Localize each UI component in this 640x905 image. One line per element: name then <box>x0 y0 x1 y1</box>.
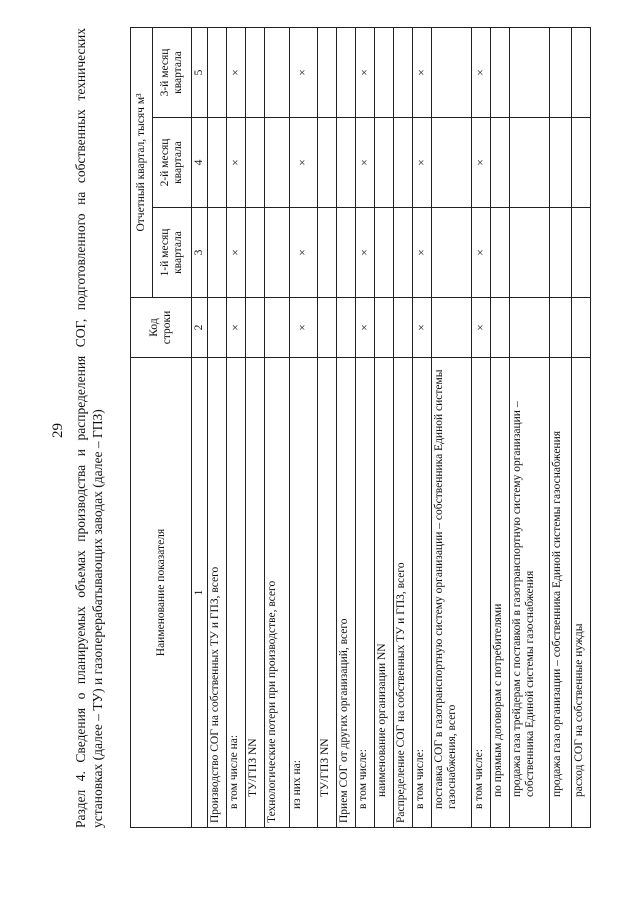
row-month1 <box>318 208 337 298</box>
row-code <box>246 298 265 358</box>
row-month2: × <box>413 118 432 208</box>
row-code <box>394 298 413 358</box>
row-month2: × <box>290 118 318 208</box>
rotated-page <box>40 28 625 868</box>
table-row <box>550 27 572 827</box>
row-label: в том числе на: <box>227 358 246 828</box>
row-month1 <box>394 208 413 298</box>
row-month3 <box>265 27 290 117</box>
row-month2 <box>246 118 265 208</box>
row-code: × <box>227 298 246 358</box>
row-month3 <box>572 27 591 117</box>
row-label: Технологические потери при производстве, всего <box>265 358 290 828</box>
colnum-4: 4 <box>192 118 208 208</box>
row-label: ТУ/ГПЗ NN <box>318 358 337 828</box>
row-month3 <box>208 27 227 117</box>
row-month1 <box>337 208 356 298</box>
row-month1 <box>208 208 227 298</box>
row-label: по прямым договорам с потребителями <box>491 358 510 828</box>
table-row <box>246 27 265 827</box>
row-code <box>265 298 290 358</box>
table-row <box>227 27 246 827</box>
row-label: Распределение СОГ на собственных ТУ и ГПЗ, всего <box>394 358 413 828</box>
row-code <box>491 298 510 358</box>
table-row <box>491 27 510 827</box>
header-code: Код строки <box>131 298 192 358</box>
row-code <box>337 298 356 358</box>
row-month2 <box>572 118 591 208</box>
row-code <box>550 298 572 358</box>
row-label: из них на: <box>290 358 318 828</box>
page-number: 29 <box>50 423 66 438</box>
row-label: продажа газа организации – собственника Единой системы газоснабжения <box>550 358 572 828</box>
row-month1 <box>432 208 472 298</box>
table-row <box>318 27 337 827</box>
row-label: наименование организации NN <box>375 358 394 828</box>
colnum-1: 1 <box>192 358 208 828</box>
header-row <box>131 27 153 827</box>
header-month1: 1-й месяц квартала <box>152 208 191 298</box>
row-code: × <box>472 298 491 358</box>
table-row <box>265 27 290 827</box>
row-label: Производство СОГ на собственных ТУ и ГПЗ, всего <box>208 358 227 828</box>
row-code <box>432 298 472 358</box>
row-month2 <box>491 118 510 208</box>
colnum-3: 3 <box>192 208 208 298</box>
row-label: ТУ/ГПЗ NN <box>246 358 265 828</box>
row-label: в том числе: <box>356 358 375 828</box>
header-quarter: Отчетный квартал, тысяч м³ <box>131 27 153 297</box>
row-code <box>318 298 337 358</box>
row-label: продажа газа трейдерам с поставкой в газотранспортную систему организации – собственника Единой системы газоснабжения <box>510 358 550 828</box>
row-month3: × <box>227 27 246 117</box>
row-month1 <box>572 208 591 298</box>
table-row <box>413 27 432 827</box>
row-month2 <box>394 118 413 208</box>
row-month2 <box>510 118 550 208</box>
table-row <box>290 27 318 827</box>
row-month1 <box>491 208 510 298</box>
row-month2: × <box>472 118 491 208</box>
row-month1: × <box>356 208 375 298</box>
row-month1: × <box>290 208 318 298</box>
row-month2 <box>375 118 394 208</box>
row-month2 <box>208 118 227 208</box>
row-month3 <box>432 27 472 117</box>
row-month2 <box>265 118 290 208</box>
row-code <box>375 298 394 358</box>
row-month3: × <box>290 27 318 117</box>
row-month3 <box>337 27 356 117</box>
row-month1 <box>510 208 550 298</box>
table-row <box>572 27 591 827</box>
row-month2 <box>337 118 356 208</box>
row-month1 <box>246 208 265 298</box>
header-name: Наименование показателя <box>131 358 192 828</box>
row-month2 <box>318 118 337 208</box>
row-month3 <box>491 27 510 117</box>
table-row <box>208 27 227 827</box>
row-month2: × <box>227 118 246 208</box>
row-code: × <box>356 298 375 358</box>
row-code <box>510 298 550 358</box>
column-number-row <box>192 27 208 827</box>
row-code <box>572 298 591 358</box>
row-month3 <box>246 27 265 117</box>
row-code: × <box>290 298 318 358</box>
table-row <box>432 27 472 827</box>
row-code: × <box>413 298 432 358</box>
row-month3 <box>394 27 413 117</box>
table-row <box>375 27 394 827</box>
table-row <box>356 27 375 827</box>
row-month3 <box>318 27 337 117</box>
table-row <box>510 27 550 827</box>
data-table <box>130 27 591 828</box>
row-month1 <box>265 208 290 298</box>
colnum-2: 2 <box>192 298 208 358</box>
header-month2: 2-й месяц квартала <box>152 118 191 208</box>
row-month3 <box>375 27 394 117</box>
table-row <box>337 27 356 827</box>
row-month1: × <box>472 208 491 298</box>
row-month1 <box>375 208 394 298</box>
row-month3: × <box>472 27 491 117</box>
table-row <box>394 27 413 827</box>
row-month3: × <box>356 27 375 117</box>
row-month2: × <box>356 118 375 208</box>
section-heading: Раздел 4. Сведения о планируемых объемах производства и распределения СОГ, подготовленного на собственных технических установках (далее – ТУ) и газоперерабатывающих заводах (далее – ГПЗ) <box>73 28 105 828</box>
row-month2 <box>550 118 572 208</box>
header-month3: 3-й месяц квартала <box>152 27 191 117</box>
row-month1: × <box>413 208 432 298</box>
colnum-5: 5 <box>192 27 208 117</box>
row-label: Прием СОГ от других организаций, всего <box>337 358 356 828</box>
row-month3 <box>510 27 550 117</box>
row-month2 <box>432 118 472 208</box>
table-row <box>472 27 491 827</box>
row-label: в том числе: <box>413 358 432 828</box>
row-month1 <box>550 208 572 298</box>
row-month3 <box>550 27 572 117</box>
row-code <box>208 298 227 358</box>
row-month3: × <box>413 27 432 117</box>
row-label: поставка СОГ в газотранспортную систему организации – собственника Единой системы газоснабжения, всего <box>432 358 472 828</box>
row-month1: × <box>227 208 246 298</box>
row-label: расход СОГ на собственные нужды <box>572 358 591 828</box>
row-label: в том числе: <box>472 358 491 828</box>
